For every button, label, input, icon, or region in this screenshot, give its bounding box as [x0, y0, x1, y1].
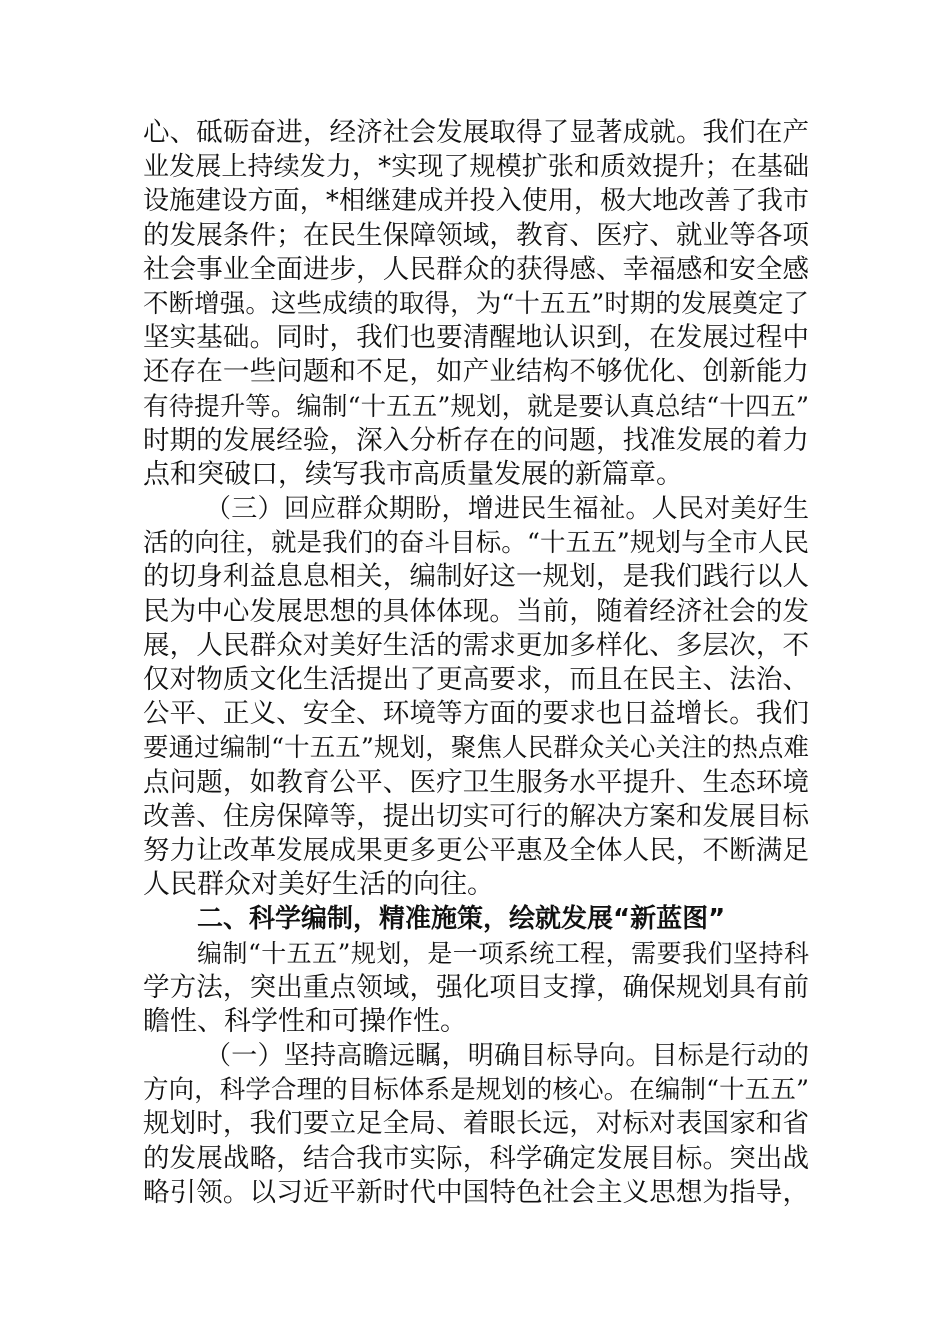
text-line: 设施建设方面，*相继建成并投入使用，极大地改善了我市 [143, 186, 809, 217]
text-line: （一）坚持高瞻远瞩，明确目标导向。目标是行动的 [205, 1041, 809, 1072]
text-line: 的发展战略，结合我市实际，科学确定发展目标。突出战 [143, 1142, 809, 1174]
text-line: 人民群众对美好生活的向往。 [143, 869, 494, 901]
text-line: 规划时，我们要立足全局、着眼长远，对标对表国家和省 [143, 1108, 809, 1140]
text-line: 要通过编制“十五五”规划，聚焦人民群众关心关注的热点难 [143, 733, 809, 764]
text-line: 方向，科学合理的目标体系是规划的核心。在编制“十五五” [143, 1075, 809, 1106]
text-line: （三）回应群众期盼，增进民生福祉。人民对美好生 [205, 494, 809, 525]
text-line: 社会事业全面进步，人民群众的获得感、幸福感和安全感 [143, 253, 809, 285]
text-line: 改善、住房保障等，提出切实可行的解决方案和发展目标 [143, 800, 809, 832]
text-line: 瞻性、科学性和可操作性。 [143, 1005, 467, 1037]
document-body [143, 116, 809, 1210]
text-line: 时期的发展经验，深入分析存在的问题，找准发展的着力 [143, 424, 809, 456]
text-line: 略引领。以习近平新时代中国特色社会主义思想为指导， [143, 1176, 809, 1208]
text-line: 活的向往，就是我们的奋斗目标。“十五五”规划与全市人民 [143, 528, 809, 559]
text-line: 还存在一些问题和不足，如产业结构不够优化、创新能力 [143, 356, 809, 388]
text-line: 学方法，突出重点领域，强化项目支撑，确保规划具有前 [143, 971, 809, 1003]
text-line: 的发展条件；在民生保障领域，教育、医疗、就业等各项 [143, 219, 809, 251]
text-line: 点和突破口，续写我市高质量发展的新篇章。 [143, 458, 683, 490]
text-line: 公平、正义、安全、环境等方面的要求也日益增长。我们 [143, 698, 809, 730]
text-line: 仅对物质文化生活提出了更高要求，而且在民主、法治、 [143, 664, 809, 695]
text-line: 编制“十五五”规划，是一项系统工程，需要我们坚持科 [197, 938, 809, 968]
text-line: 业发展上持续发力，*实现了规模扩张和质效提升；在基础 [143, 152, 809, 183]
text-line: 有待提升等。编制“十五五”规划，就是要认真总结“十四五” [143, 391, 809, 422]
section-heading: 二、科学编制，精准施策，绘就发展“新蓝图” [197, 904, 726, 935]
text-line: 的切身利益息息相关，编制好这一规划，是我们践行以人 [143, 561, 809, 593]
text-line: 民为中心发展思想的具体体现。当前，随着经济社会的发 [143, 595, 809, 627]
text-line: 心、砥砺奋进，经济社会发展取得了显著成就。我们在产 [143, 117, 809, 148]
text-line: 点问题，如教育公平、医疗卫生服务水平提升、生态环境 [143, 766, 809, 798]
text-line: 努力让改革发展成果更多更公平惠及全体人民，不断满足 [143, 834, 809, 866]
text-line: 不断增强。这些成绩的取得，为“十五五”时期的发展奠定了 [143, 288, 809, 319]
text-line: 展，人民群众对美好生活的需求更加多样化、多层次，不 [143, 629, 809, 661]
text-line: 坚实基础。同时，我们也要清醒地认识到，在发展过程中 [143, 322, 809, 354]
